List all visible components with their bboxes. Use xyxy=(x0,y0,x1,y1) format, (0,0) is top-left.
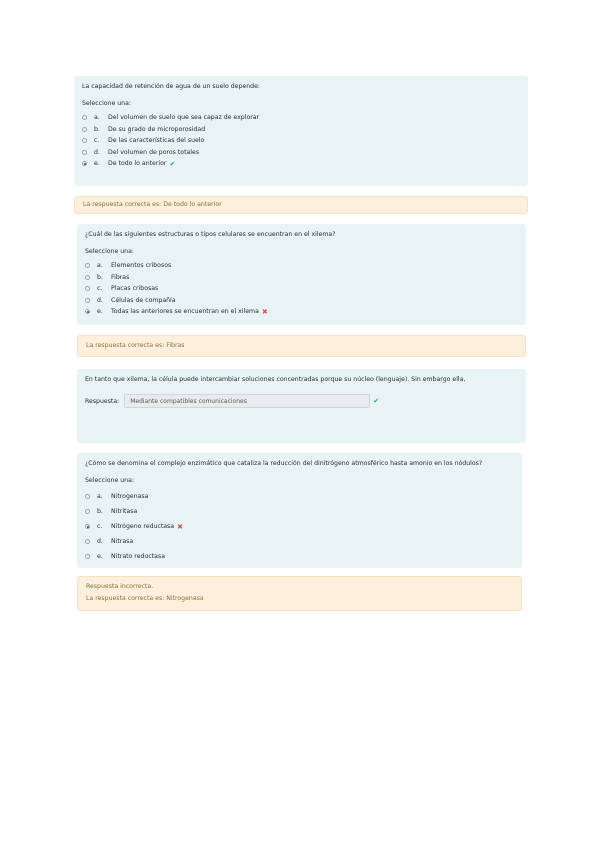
radio-button[interactable] xyxy=(85,275,90,280)
radio-button-selected[interactable] xyxy=(82,161,87,166)
option-label: De todo lo anterior xyxy=(108,160,167,168)
select-label: Seleccione una: xyxy=(82,100,131,107)
question-text: En tanto que xilema, la célula puede intercambiar soluciones concentradas porque su núcleo (lenguaje). Sin embargo ella, xyxy=(85,376,466,383)
option-label: Nitrasa xyxy=(111,538,134,545)
correct-check-icon: ✔ xyxy=(373,397,380,405)
option-label: Del volumen de poros totales xyxy=(108,148,200,156)
option-a[interactable] xyxy=(82,112,520,124)
option-label: Nitrógeno reductasa xyxy=(111,523,175,530)
radio-button-selected[interactable] xyxy=(85,309,90,314)
option-letter: a. xyxy=(97,493,103,500)
option-letter: b. xyxy=(94,125,100,133)
option-c[interactable] xyxy=(85,519,514,534)
option-e[interactable] xyxy=(82,158,520,170)
radio-button[interactable] xyxy=(85,539,90,544)
option-d[interactable] xyxy=(85,295,518,307)
option-e[interactable] xyxy=(85,306,518,318)
radio-button[interactable] xyxy=(85,298,90,303)
option-letter: b. xyxy=(97,273,103,281)
option-letter: e. xyxy=(97,308,103,316)
option-d[interactable] xyxy=(85,534,514,549)
question-card-1 xyxy=(74,76,528,186)
select-label: Seleccione una: xyxy=(85,248,134,255)
option-d[interactable] xyxy=(82,147,520,159)
option-letter: d. xyxy=(94,148,100,156)
question-card-2 xyxy=(77,224,526,325)
option-label: Del volumen de suelo que sea capaz de explorar xyxy=(108,114,260,122)
answer-row xyxy=(85,394,518,408)
option-label: Placas cribosas xyxy=(111,285,159,293)
radio-button[interactable] xyxy=(85,286,90,291)
radio-button[interactable] xyxy=(85,509,90,514)
option-label: Nitrogenasa xyxy=(111,493,149,500)
option-label: De su grado de microporosidad xyxy=(108,125,206,133)
radio-button[interactable] xyxy=(82,138,87,143)
radio-button[interactable] xyxy=(82,150,87,155)
feedback-box-2 xyxy=(77,335,526,357)
option-label: Elementos cribosos xyxy=(111,262,172,270)
option-letter: d. xyxy=(97,296,103,304)
answer-label: Respuesta: xyxy=(85,397,120,405)
option-b[interactable] xyxy=(82,124,520,136)
option-letter: b. xyxy=(97,508,103,515)
question-card-4 xyxy=(77,453,522,568)
incorrect-cross-icon: ✖ xyxy=(261,307,268,316)
option-b[interactable] xyxy=(85,504,514,519)
option-letter: d. xyxy=(97,538,103,545)
answer-input[interactable]: Mediante compatibles comunicaciones xyxy=(124,394,370,408)
option-a[interactable] xyxy=(85,489,514,504)
feedback-title: Respuesta incorrecta. xyxy=(86,583,154,590)
option-letter: c. xyxy=(97,285,103,293)
radio-button[interactable] xyxy=(85,554,90,559)
option-label: Nitrato reductasa xyxy=(111,553,165,560)
option-e[interactable] xyxy=(85,549,514,564)
question-text: ¿Cuál de las siguientes estructuras o tipos celulares se encuentran en el xilema? xyxy=(85,231,336,238)
radio-button-selected[interactable] xyxy=(85,524,90,529)
radio-button[interactable] xyxy=(82,115,87,120)
question-text: La capacidad de retención de agua de un suelo depende: xyxy=(82,83,260,90)
feedback-text: La respuesta correcta es: Fibras xyxy=(86,342,185,349)
option-label: Todas las anteriores se encuentran en el xilema xyxy=(111,308,259,316)
option-label: Fibras xyxy=(111,273,130,281)
radio-button[interactable] xyxy=(82,127,87,132)
feedback-text: La respuesta correcta es: Nitrogenasa xyxy=(86,595,204,602)
correct-check-icon: ✔ xyxy=(169,159,176,168)
option-c[interactable] xyxy=(85,283,518,295)
option-letter: e. xyxy=(97,553,103,560)
option-letter: c. xyxy=(97,523,103,530)
option-letter: a. xyxy=(94,114,100,122)
option-c[interactable] xyxy=(82,135,520,147)
question-card-3 xyxy=(77,369,526,443)
radio-button[interactable] xyxy=(85,494,90,499)
option-a[interactable] xyxy=(85,260,518,272)
select-label: Seleccione una: xyxy=(85,477,134,484)
option-label: Células de compañía xyxy=(111,296,176,304)
option-letter: c. xyxy=(94,137,100,145)
radio-button[interactable] xyxy=(85,263,90,268)
option-letter: e. xyxy=(94,160,100,168)
feedback-box-4 xyxy=(77,576,522,611)
option-label: Nitritasa xyxy=(111,508,138,515)
feedback-box-1 xyxy=(74,196,528,214)
option-letter: a. xyxy=(97,262,103,270)
question-text: ¿Cómo se denomina el complejo enzimático que cataliza la reducción del dinitrógeno atmosférico hasta amonio en los nódulos? xyxy=(85,460,483,467)
incorrect-cross-icon: ✖ xyxy=(177,522,183,531)
option-b[interactable] xyxy=(85,272,518,284)
option-label: De las características del suelo xyxy=(108,137,205,145)
feedback-text: La respuesta correcta es: De todo lo anterior xyxy=(83,201,222,208)
